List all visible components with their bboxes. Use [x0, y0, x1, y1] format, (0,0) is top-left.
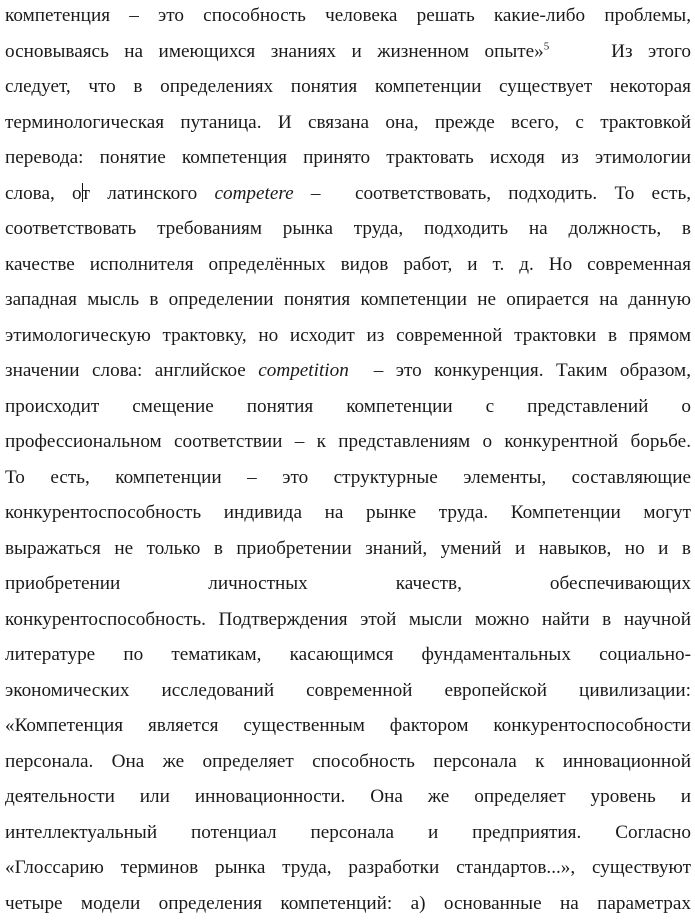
text-segment: профессиональном соответствии – к представлениям о конкурентной борьбе. — [5, 431, 691, 452]
text-line — [5, 282, 691, 318]
text-segment: западная мысль в определении понятия компетенции не опирается на данную — [5, 289, 691, 310]
text-segment: То есть, компетенции – это структурные элементы, составляющие — [5, 467, 691, 488]
text-line — [5, 779, 691, 815]
italic-term: competere — [214, 183, 293, 204]
text-line — [5, 389, 691, 425]
text-line — [5, 211, 691, 247]
text-segment: четыре модели определения компетенций: а) основанные на параметрах — [5, 893, 691, 914]
text-segment: т латинского — [82, 183, 215, 204]
text-segment: качестве исполнителя определённых видов работ, и т. д. Но современная — [5, 254, 691, 275]
text-segment: происходит смещение понятия компетенции с представлений о — [5, 396, 691, 417]
text-line — [5, 815, 691, 851]
text-segment: основываясь на имеющихся знаниях и жизненном опыте» — [5, 41, 544, 62]
text-line — [5, 318, 691, 354]
text-line — [5, 531, 691, 567]
footnote-ref[interactable]: 5 — [544, 40, 550, 52]
text-segment: «Компетенция является существенным фактором конкурентоспособности — [5, 715, 691, 736]
text-segment: этимологическую трактовку, но исходит из современной трактовки в прямом — [5, 325, 691, 346]
text-line — [5, 176, 691, 212]
text-line — [5, 0, 691, 34]
text-line — [5, 34, 691, 70]
text-line — [5, 673, 691, 709]
text-segment: литературе по тематикам, касающимся фундаментальных социально- — [5, 644, 691, 665]
text-segment: «Глоссарию терминов рынка труда, разработки стандартов...», существуют — [5, 857, 691, 878]
text-segment: – это конкуренция. Таким образом, — [349, 360, 691, 381]
text-line — [5, 850, 691, 886]
text-segment: выражаться не только в приобретении знаний, умений и навыков, но и в — [5, 538, 691, 559]
text-segment: перевода: понятие компетенция принято трактовать исходя из этимологии — [5, 147, 691, 168]
text-line — [5, 247, 691, 283]
text-line — [5, 460, 691, 496]
text-line — [5, 708, 691, 744]
text-line — [5, 744, 691, 780]
text-segment: – соответствовать, подходить. То есть, — [294, 183, 691, 204]
text-segment: персонала. Она же определяет способность персонала к инновационной — [5, 751, 691, 772]
text-line — [5, 566, 691, 602]
text-segment: Из этого — [549, 41, 691, 62]
text-line — [5, 602, 691, 638]
text-segment: терминологическая путаница. И связана она, прежде всего, с трактовкой — [5, 112, 691, 133]
text-line — [5, 495, 691, 531]
text-segment: слова, о — [5, 183, 82, 204]
text-segment: конкурентоспособность индивида на рынке труда. Компетенции могут — [5, 502, 691, 523]
text-segment: соответствовать требованиям рынка труда, подходить на должность, в — [5, 218, 691, 239]
text-segment: интеллектуальный потенциал персонала и предприятия. Согласно — [5, 822, 691, 843]
text-line — [5, 140, 691, 176]
text-segment: следует, что в определениях понятия компетенции существует некоторая — [5, 76, 691, 97]
text-line — [5, 105, 691, 141]
text-segment: деятельности или инновационности. Она же определяет уровень и — [5, 786, 691, 807]
text-segment: компетенция – это способность человека решать какие-либо проблемы, — [5, 5, 691, 26]
text-line — [5, 886, 691, 921]
italic-term: competition — [258, 360, 349, 381]
text-line — [5, 353, 691, 389]
text-segment: конкурентоспособность. Подтверждения этой мысли можно найти в научной — [5, 609, 691, 630]
text-line — [5, 69, 691, 105]
text-line — [5, 424, 691, 460]
text-line — [5, 637, 691, 673]
text-segment: экономических исследований современной европейской цивилизации: — [5, 680, 691, 701]
text-segment: приобретении личностных качеств, обеспечивающих — [5, 573, 691, 594]
text-segment: значении слова: английское — [5, 360, 258, 381]
